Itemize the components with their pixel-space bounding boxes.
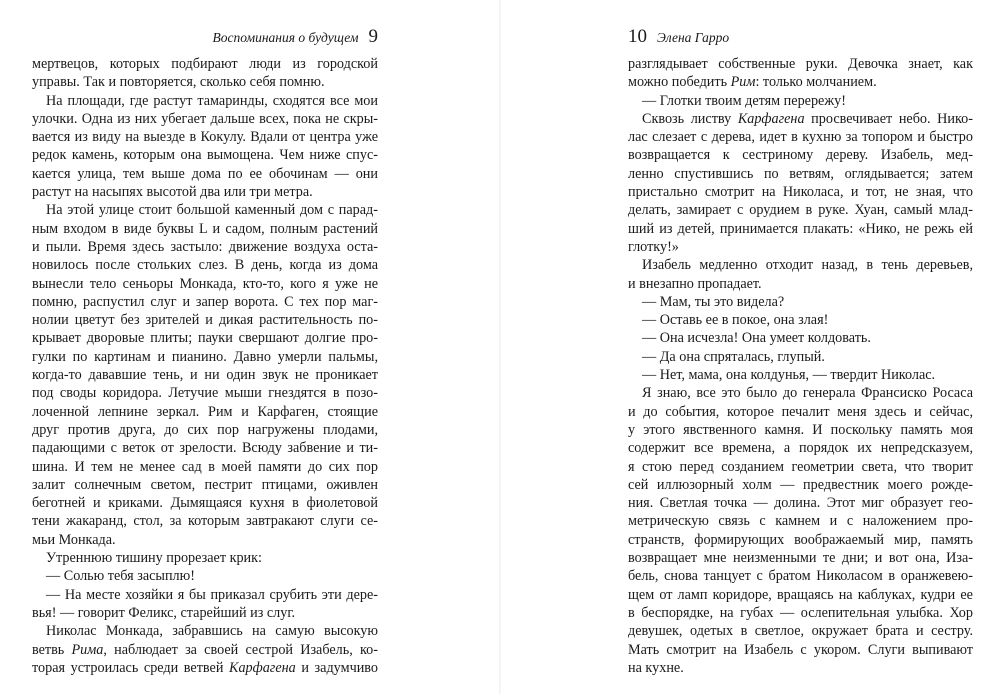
right_page-text-line: девушек, одетых в светлое, окружает брата и сестру. [628,623,973,640]
left_page-text-line: новилось после стольких слез. В день, когда из дома [32,257,378,274]
right_page-text-line: пристально смотрит на Николаса, и тот, не зная, что [628,184,973,201]
right_page-text-line: возвращает мне неизменными те дни; и вот она, Иза- [628,550,973,567]
left_page-text-line: беготней и криками. Дымящаяся кухня в фиолетовой [32,495,378,512]
right_page-text-line: странств, формирующих воображаемый мир, память [628,531,973,548]
right_page-text-line: возвращается к сестриному дереву. Изабель, мед- [628,147,973,164]
right_page-text-line: ленно спустившись по ветвям, оглядывается; затем [628,165,973,182]
left_page-text-line: вынесли тело сеньоры Монкада, кто-то, кого я уже не [32,275,378,292]
left_page-text-line: друг против друга, до сих пор нагружены плодами, [32,421,378,438]
right_page-text-line: ния. Светлая точка — долина. Этот миг образует гео- [628,495,973,512]
left_page-text-line: под своды коридора. Летучие мыши гнездятся в позо- [32,385,378,402]
right-running-header [628,26,729,48]
right_page-text-line: сей иллюзорный холм — предвестник моего рожде- [628,476,973,493]
left_page-text-line: Николас Монкада, забравшись на самую высокую [46,623,378,640]
left_page-text-line: мертвецов, которых подбирают люди из городской [32,56,378,72]
left_page-text-line: На площади, где растут тамаринды, сходятся все мои [46,92,378,109]
left-page-number: 9 [368,26,378,47]
right-page [500,0,1000,694]
right_page-text-line: глотку!» [628,238,679,255]
right_page-text-line: бель, снова танцует с братом Николасом в оранжевею- [628,568,973,585]
right_page-text-line: и внезапно пропадает. [628,275,762,292]
left_page-text-line: лоченной лепнине зеркал. Рим и Карфаген, стоящие [32,403,378,420]
right_page-text-line: Мать смотрит на Изабель с укором. Слуги выпивают [628,641,973,658]
left_page-text-line: и пыли. Время здесь застыло: движение воздуха оста- [32,238,378,255]
left_page-text-line: — На месте хозяйки я бы приказал срубить эти дере- [46,586,378,603]
right_page-text-line: — Нет, мама, она колдунья, — твердит Николас. [642,367,936,384]
right_page-text-line: Изабель медленно отходит назад, в тень деревьев, [642,257,973,274]
left_page-text-line: мьи Монкада. [32,531,116,548]
left_page-text-line: Утреннюю тишину прорезает крик: [46,550,262,567]
left-body-text [32,55,378,677]
right_page-text-line: у этого явственного камня. И поскольку память моя [628,421,973,438]
right_page-text-line: щем от ламп коридоре, вращаясь на каблуках, кудри ее [628,586,973,603]
left_page-text-line: — Солью тебя засыплю! [46,568,195,585]
right_page-text-line: делать, замирает с орудием в руке. Хуан, самый млад- [628,202,973,219]
right_page-text-line: содержит все времена, а порядок их непредсказуем, [628,440,973,457]
right-body-text [628,55,973,677]
left_page-text-line: залит солнечным светом, пестрит птицами, оживлен [32,476,378,493]
right_page-text-line: ший из детей, принимается плакать: «Нико, не режь ей [628,220,973,237]
left_page-text-line: улочки. Одна из них убегает дальше всех, пока не скры- [32,110,378,127]
right_page-text-line: — Мам, ты это видела? [642,293,785,310]
left_page-text-line: кается улица, тем выше дома по ее обочинам — они [32,165,378,182]
left_page-text-line: гулки по картинам и пианино. Давно умерли пальмы, [32,348,378,365]
right_page-text-line: я стою перед созданием геометрии света, что творит [628,458,973,475]
left_page-text-line: крывает дворовые плиты; пауки свершают долгие про- [32,330,378,347]
right_page-text-line: — Глотки твоим детям перережу! [642,92,846,109]
left-header-title: Воспоминания о будущем [212,30,359,45]
left_page-text-line: нолии цветут без зрителей и дикая растительность по- [32,312,378,329]
right_page-text-line: — Да она спряталась, глупый. [642,348,825,365]
right_page-text-line: метрическую связь с камнем и с наложением про- [628,513,973,530]
right_page-text-line: лас слезает с дерева, идет в кухню за топором и быстро [628,129,973,146]
right_page-text-line: на кухне. [628,659,684,676]
right_page-text-line: Я знаю, все это было до генерала Франсиско Росаса [642,385,973,402]
left_page-text-line: торая устроилась среди ветвей Карфагена и задумчиво [32,659,378,676]
right_page-text-line: в беспорядке, на губах — ослепительная улыбка. Хор [628,604,973,621]
right-header-title: Элена Гарро [657,30,730,45]
left_page-text-line: управы. Так и повторяется, сколько себя помню. [32,74,325,91]
right-page-number: 10 [628,26,647,47]
left_page-text-line: ным входом в виде буквы L и садом, полным растений [32,220,378,237]
right_page-text-line: Сквозь листву Карфагена просвечивает небо. Нико- [642,110,973,127]
right_page-text-line: — Оставь ее в покое, она злая! [642,312,829,329]
left_page-text-line: На этой улице стоит большой каменный дом с парад- [46,202,378,219]
left_page-text-line: тени жакаранд, стол, за которым завтракают слуги се- [32,513,378,530]
left_page-text-line: шина. И тем не менее сад в моей памяти до сих пор [32,458,378,475]
left_page-text-line: помню, распустил слуг и запер ворота. С тех пор маг- [32,293,378,310]
left_page-text-line: когда-то дававшие тень, и ни один звук не проникает [32,367,378,384]
left_page-text-line: вья! — говорит Феликс, старейший из слуг. [32,604,296,621]
left-running-header [212,26,378,48]
left_page-text-line: растут на насыпях высотой два или три метра. [32,184,313,201]
left_page-text-line: падающими с веток от зрелости. Всюду забвение и ти- [32,440,378,457]
left_page-text-line: редок камень, которым она вымощена. Чем ниже спус- [32,147,378,164]
right_page-text-line: и до события, которое печалит меня здесь и сейчас, [628,403,973,420]
left_page-text-line: вается из виду на выезде в Кокулу. Вдали от центра уже [32,129,378,146]
right_page-text-line: можно победить Рим: только молчанием. [628,74,877,91]
left_page-text-line: ветвь Рима, наблюдает за своей сестрой Изабель, ко- [32,641,378,658]
right_page-text-line: — Она исчезла! Она умеет колдовать. [642,330,871,347]
right_page-text-line: разглядывает собственные руки. Девочка знает, как [628,56,973,72]
